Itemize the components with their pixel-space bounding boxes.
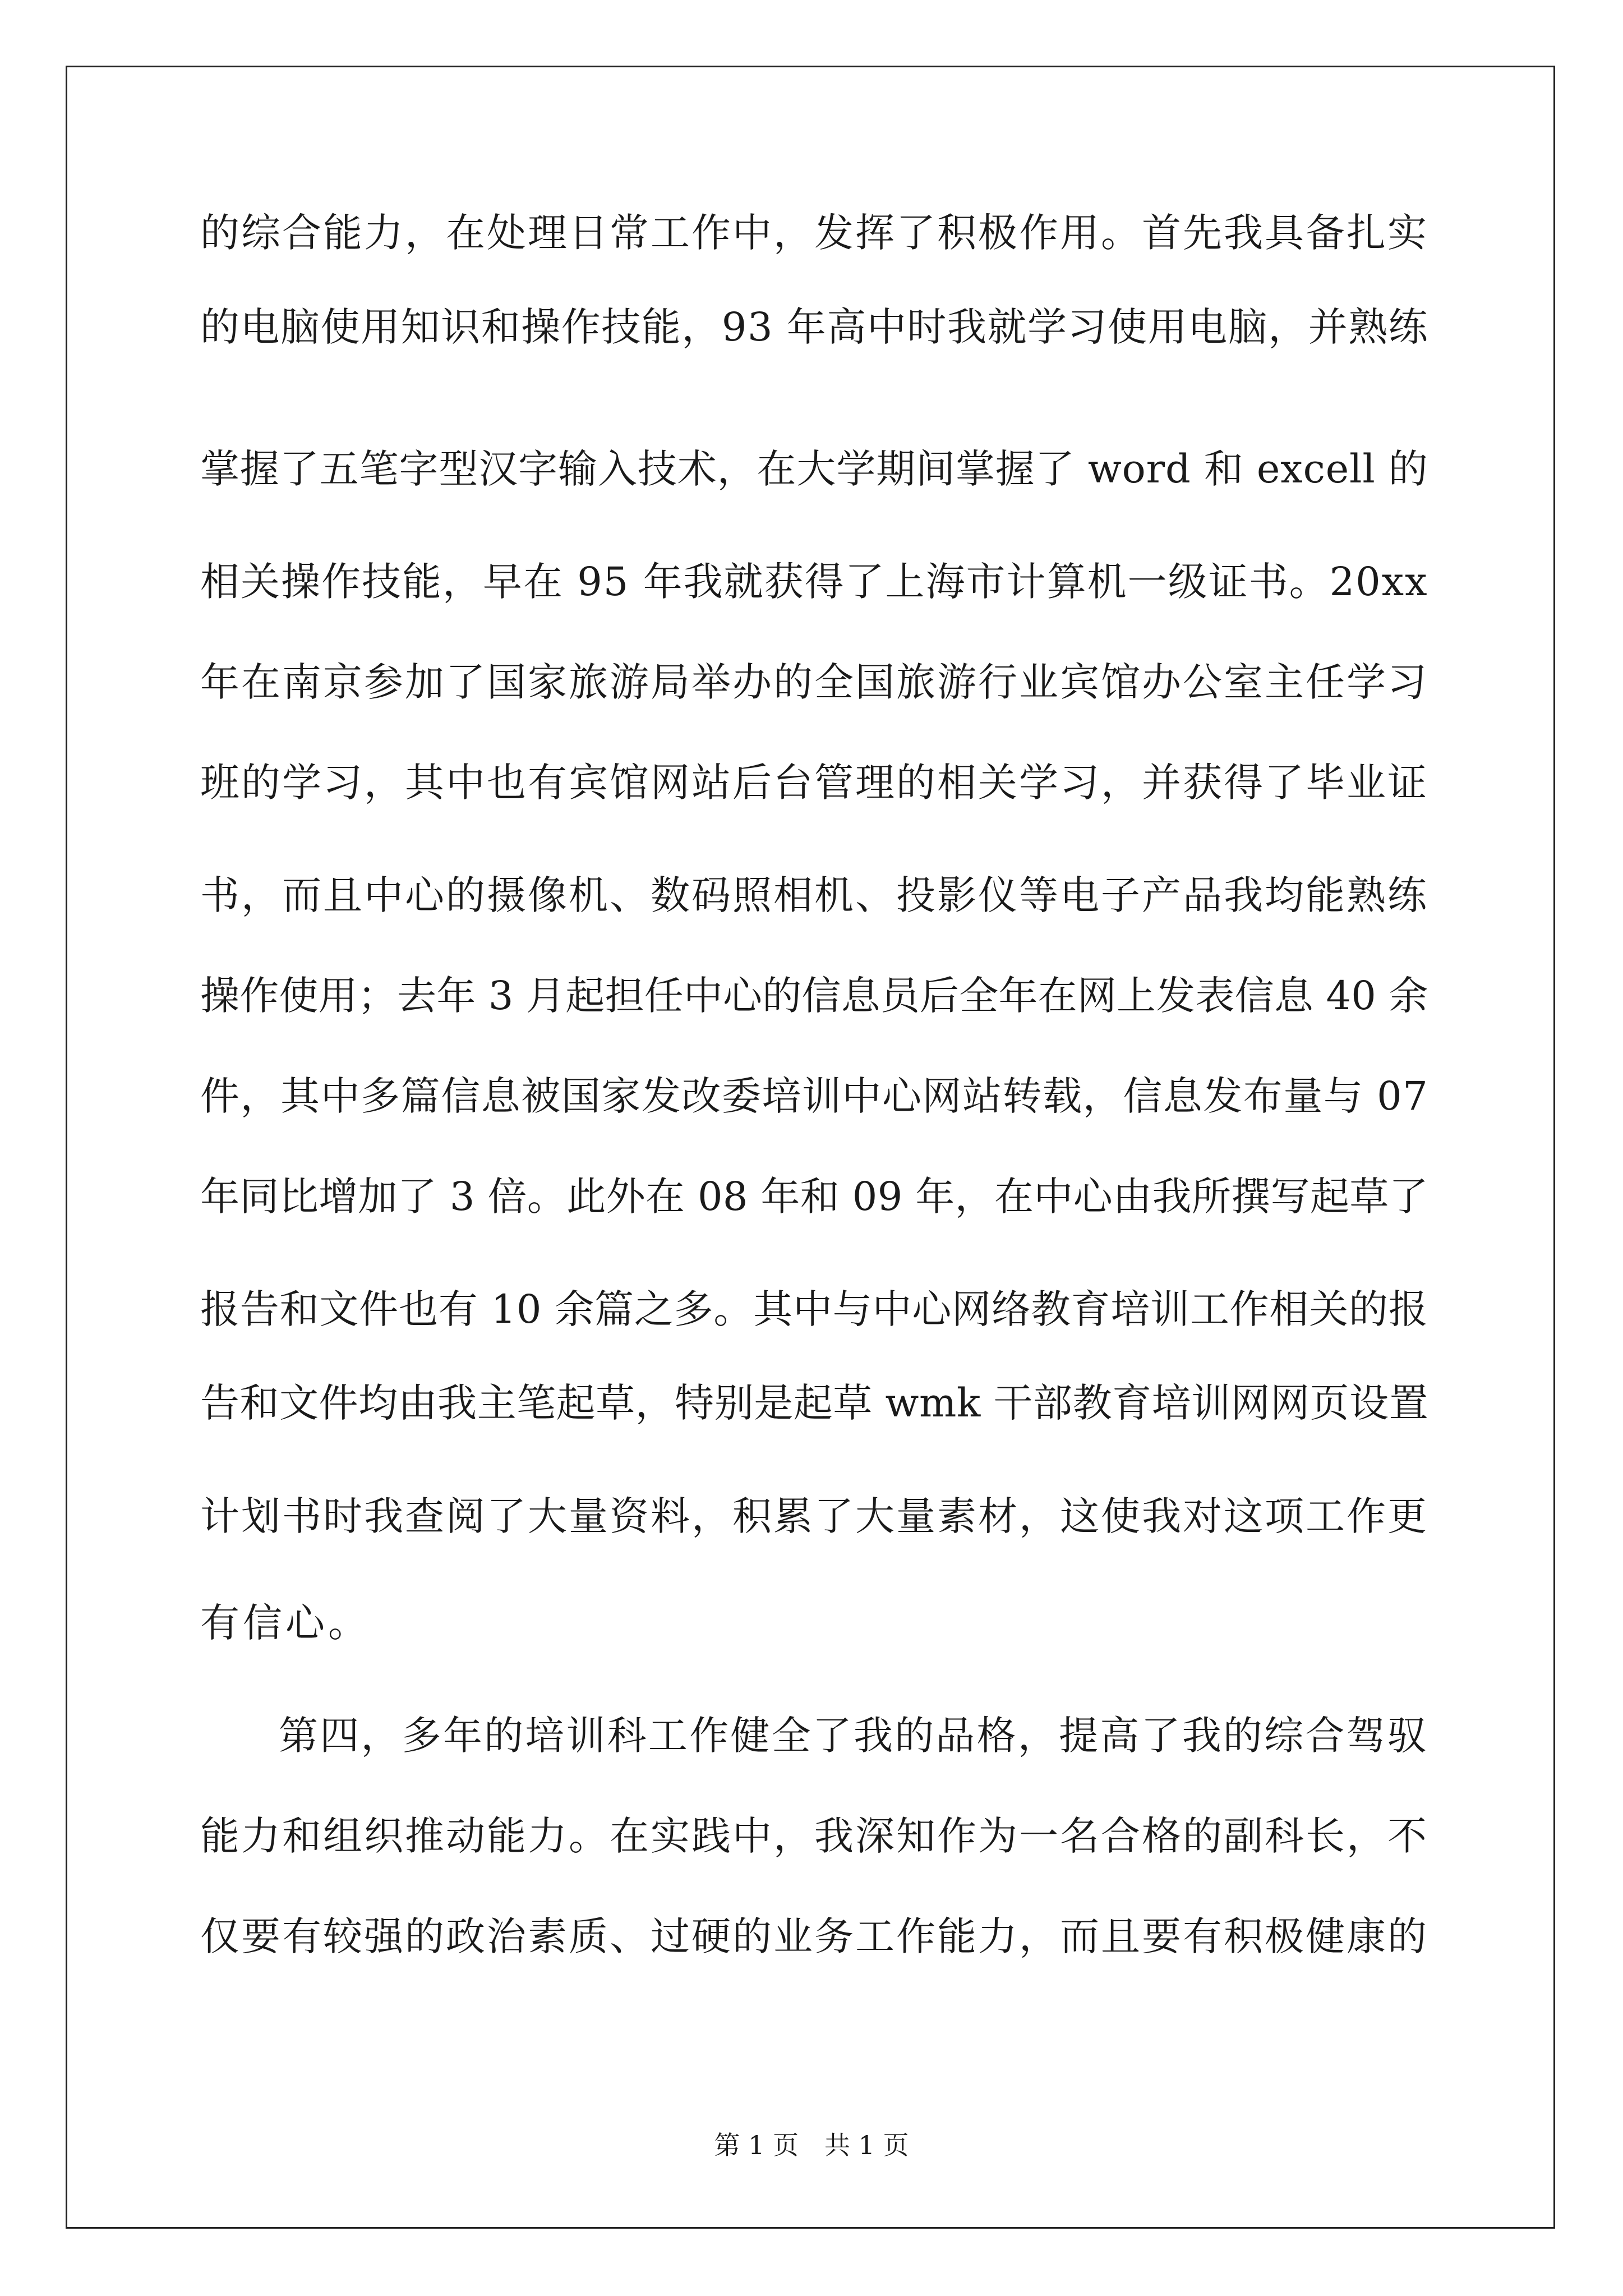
text-line: 书，而且中心的摄像机、数码照相机、投影仪等电子产品我均能熟练	[200, 872, 1428, 918]
text-line: 仅要有较强的政治素质、过硬的业务工作能力，而且要有积极健康的	[200, 1913, 1428, 1959]
text-line: 相关操作技能，早在 95 年我就获得了上海市计算机一级证书。20xx	[200, 559, 1428, 605]
text-line: 计划书时我查阅了大量资料，积累了大量素材，这使我对这项工作更	[200, 1493, 1428, 1539]
text-line: 的电脑使用知识和操作技能，93 年高中时我就学习使用电脑，并熟练	[200, 304, 1429, 350]
text-line: 告和文件均由我主笔起草，特别是起草 wmk 干部教育培训网网页设置	[200, 1380, 1429, 1426]
text-line: 件，其中多篇信息被国家发改委培训中心网站转载，信息发布量与 07	[200, 1073, 1429, 1119]
text-line: 报告和文件也有 10 余篇之多。其中与中心网络教育培训工作相关的报	[200, 1286, 1428, 1332]
page-border	[66, 66, 1555, 2229]
text-line: 操作使用；去年 3 月起担任中心的信息员后全年在网上发表信息 40 余	[200, 973, 1428, 1019]
text-line: 年在南京参加了国家旅游局举办的全国旅游行业宾馆办公室主任学习	[200, 659, 1428, 705]
text-line: 能力和组织推动能力。在实践中，我深知作为一名合格的副科长，不	[200, 1813, 1428, 1859]
paragraph-first-line: 第四，多年的培训科工作健全了我的品格，提高了我的综合驾驭	[279, 1713, 1428, 1759]
text-line: 的综合能力，在处理日常工作中，发挥了积极作用。首先我具备扎实	[200, 210, 1428, 256]
text-line: 掌握了五笔字型汉字输入技术，在大学期间掌握了 word 和 excell 的	[200, 446, 1428, 492]
text-line: 班的学习，其中也有宾馆网站后台管理的相关学习，并获得了毕业证	[200, 760, 1428, 806]
text-line: 年同比增加了 3 倍。此外在 08 年和 09 年，在中心由我所撰写起草了	[200, 1174, 1429, 1220]
page-number-footer: 第 1 页 共 1 页	[714, 2130, 909, 2160]
text-line: 有信心。	[200, 1600, 371, 1646]
